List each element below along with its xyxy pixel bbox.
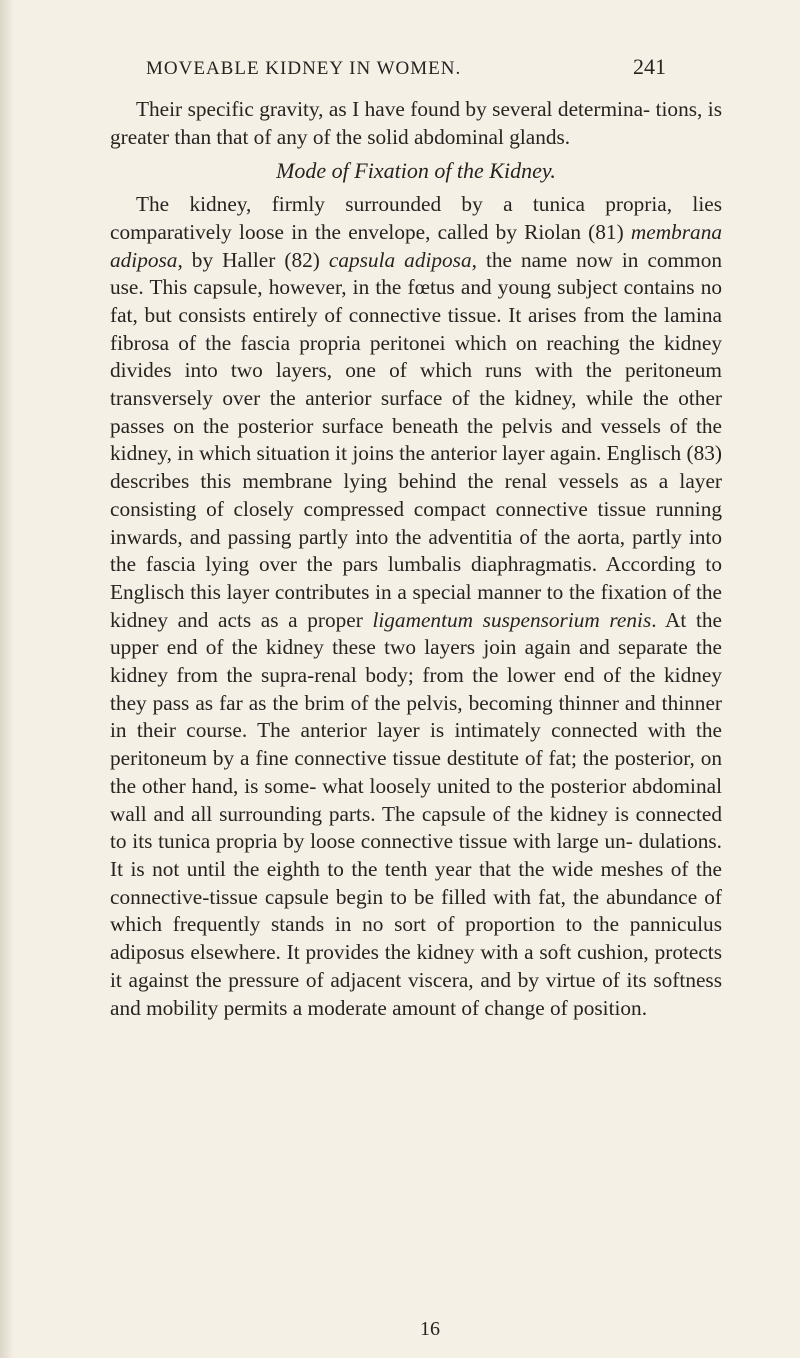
latin-term: membrana adiposa: [110, 219, 722, 272]
page-number: 241: [633, 54, 666, 79]
body-text: [110, 96, 722, 1022]
text-run: . At the upper end of the kidney these two layers join again and separate the kidney from the supra-renal body; from the lower end of the kidney they pass as far as the brim of the pelvis, becoming thinner and thinner in their course. The anterior layer is intimately connected with the peritoneum by a fine connective tissue destitute of fat; the posterior, on the other hand, is some- what loosely united to the posterior abdominal wall and all surrounding parts. The capsule of the kidney is connected to its tunica propria by loose connective tissue with large un- dulations. It is not until the eighth to the tenth year that the wide meshes of the connective-tissue capsule begin to be filled with fat, the abundance of which frequently stands in no sort of proportion to the panniculus adiposus elsewhere. It provides the kidney with a soft cushion, protects it against the pressure of adjacent viscera, and by virtue of its softness and mobility permits a moderate amount of change of position.: [110, 607, 722, 1020]
paragraph-fixation: [110, 191, 722, 1022]
text-run: , by Haller (82): [177, 247, 329, 272]
section-title: Mode of Fixation of the Kidney.: [276, 158, 556, 184]
latin-term: capsula adiposa: [328, 247, 472, 272]
paragraph-specific-gravity: Their specific gravity, as I have found by several determina- tions, is greater than that of any of the solid abdominal glands.: [110, 97, 722, 149]
text-run: The kidney, firmly surrounded by a tunica propria, lies comparatively loose in the envelope, called by Riolan (81): [110, 192, 722, 244]
signature-mark: 16: [420, 1318, 440, 1340]
latin-term: ligamentum suspensorium renis: [372, 607, 652, 632]
running-head: MOVEABLE KIDNEY IN WOMEN.: [146, 58, 462, 79]
page-gutter-shadow: [0, 0, 14, 1358]
text-run: , the name now in common use. This capsule, however, in the fœtus and young subject contains no fat, but consists entirely of connective tissue. It arises from the lamina fibrosa of the fascia propria peritonei which on reaching the kidney divides into two layers, one of which runs with the peritoneum transversely over the anterior surface of the kidney, while the other passes on the posterior surface beneath the pelvis and vessels of the kidney, in which situation it joins the anterior layer again. Englisch (83) describes this membrane lying behind the renal vessels as a layer consisting of closely compressed compact connective tissue running inwards, and passing partly into the adventitia of the aorta, partly into the fascia lying over the pars lumbalis diaphragmatis. According to Englisch this layer contributes in a special manner to the fixation of the kidney and acts as a proper: [110, 247, 722, 632]
